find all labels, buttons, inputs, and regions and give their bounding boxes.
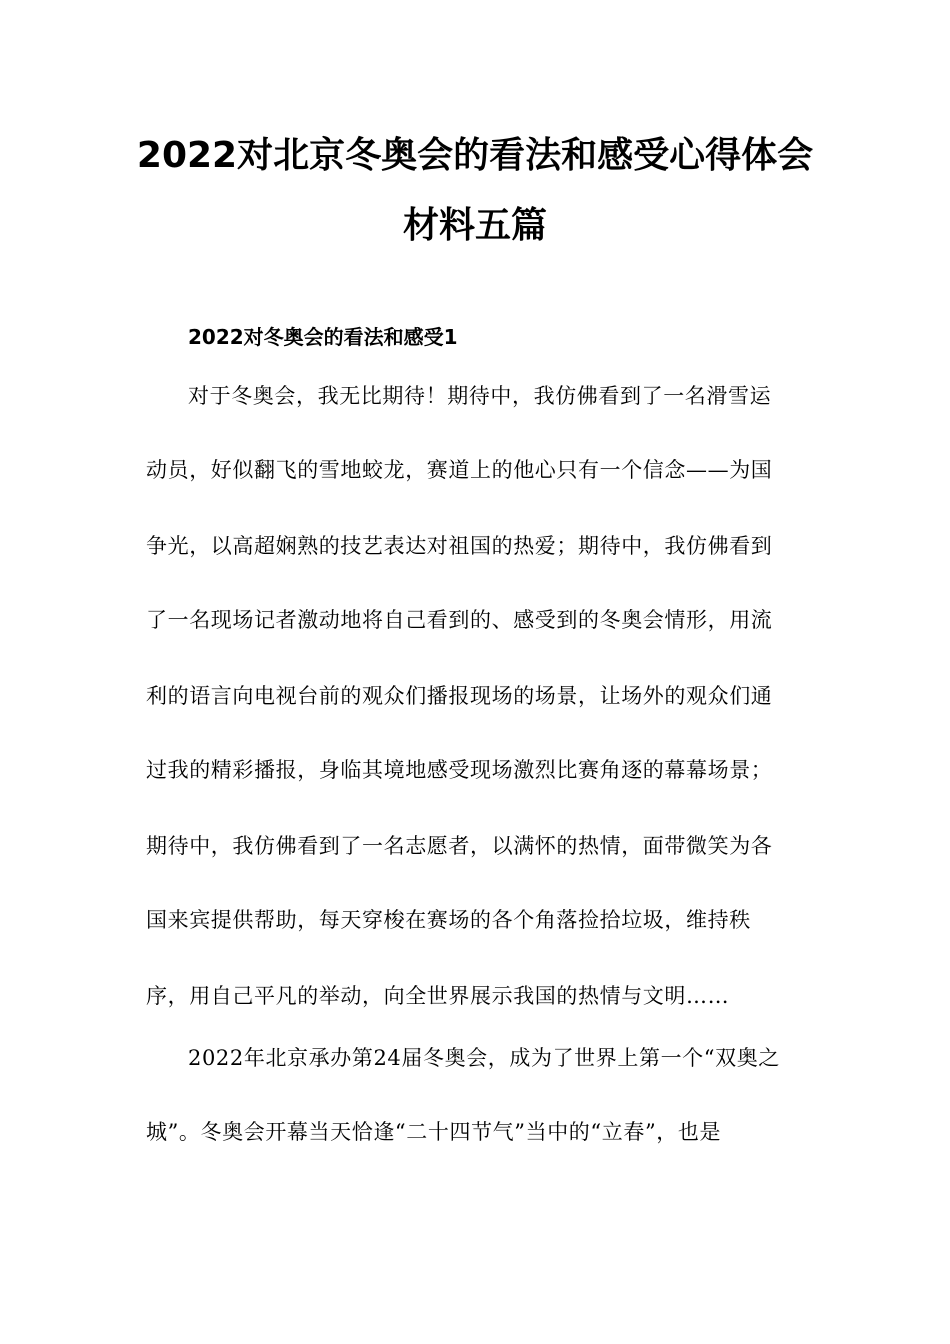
paragraph-line: 了一名现场记者激动地将自己看到的、感受到的冬奥会情形，用流: [146, 608, 773, 632]
paragraph-line: 序，用自己平凡的举动，向全世界展示我国的热情与文明……: [146, 984, 730, 1008]
paragraph-line: 2022年北京承办第24届冬奥会，成为了世界上第一个“双奥之: [188, 1046, 780, 1070]
paragraph-line: 争光，以高超娴熟的技艺表达对祖国的热爱；期待中，我仿佛看到: [146, 534, 773, 558]
paragraph-line: 利的语言向电视台前的观众们播报现场的场景，让场外的观众们通: [146, 684, 773, 708]
paragraph-line: 对于冬奥会，我无比期待！期待中，我仿佛看到了一名滑雪运: [188, 384, 772, 408]
paragraph-line: 城”。冬奥会开幕当天恰逢“二十四节气”当中的“立春”，也是: [146, 1120, 722, 1144]
paragraph-line: 过我的精彩播报，身临其境地感受现场激烈比赛角逐的幕幕场景；: [146, 758, 773, 782]
paragraph-line: 期待中，我仿佛看到了一名志愿者，以满怀的热情，面带微笑为各: [146, 834, 773, 858]
section-heading: 2022对冬奥会的看法和感受1: [188, 325, 458, 349]
paragraph-line: 动员，好似翻飞的雪地蛟龙，赛道上的他心只有一个信念——为国: [146, 458, 773, 482]
document-title-line-1: 2022对北京冬奥会的看法和感受心得体会: [136, 135, 814, 176]
paragraph-line: 国来宾提供帮助，每天穿梭在赛场的各个角落捡拾垃圾，维持秩: [146, 908, 751, 932]
document-title-line-2: 材料五篇: [402, 205, 547, 246]
